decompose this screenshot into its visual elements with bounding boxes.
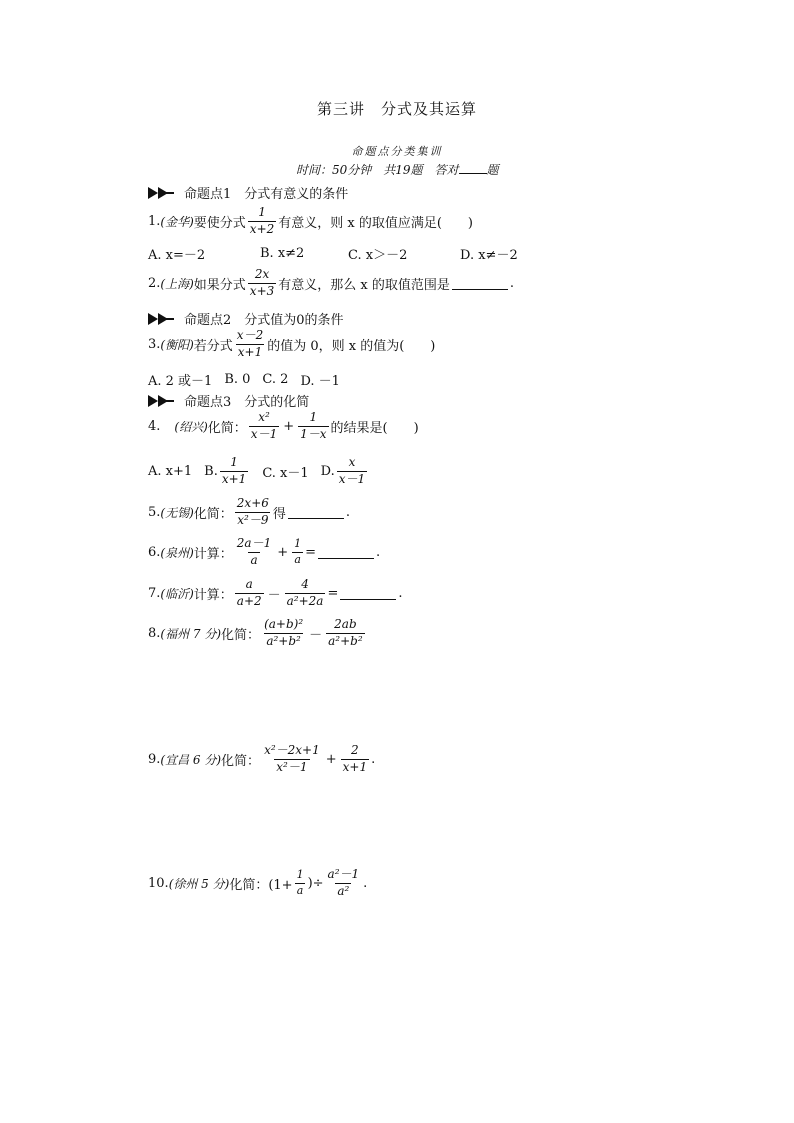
fraction xyxy=(285,578,326,609)
question-4 xyxy=(148,411,419,442)
choice-label: B. xyxy=(204,463,218,479)
section-label: 命题点2 分式值为0的条件 xyxy=(184,313,344,328)
question-number: 4. xyxy=(148,418,161,434)
choice-a[interactable]: A. 2 或－1 xyxy=(148,374,213,389)
operator: + xyxy=(325,751,337,767)
choice-d[interactable]: D. －1 xyxy=(300,374,340,389)
fraction xyxy=(248,206,276,237)
question-source: (宜昌 6 分) xyxy=(160,752,222,767)
fraction-numerator: 2a－1 xyxy=(236,536,272,550)
fraction xyxy=(235,329,265,360)
section-heading-2 xyxy=(148,309,344,328)
operator: + xyxy=(277,544,289,560)
choice-c[interactable]: C. x－1 xyxy=(262,465,309,481)
fraction-numerator: 2ab xyxy=(334,617,357,631)
double-arrow-icon xyxy=(148,395,174,407)
question-7 xyxy=(148,578,403,609)
fraction-denominator: x²－1 xyxy=(276,759,308,774)
fraction-denominator: x+2 xyxy=(249,221,275,236)
meta-text: 时间：50分钟 共19题 答对 xyxy=(296,163,459,177)
question-text: 的值为 0，则 x 的值为( ) xyxy=(267,338,436,354)
page-subtitle: 命题点分类集训 xyxy=(351,145,443,158)
choice-d[interactable] xyxy=(321,456,370,487)
question-number: 7. xyxy=(148,585,161,601)
choice-d[interactable]: D. x≠－2 xyxy=(460,248,518,263)
fraction-denominator: x－1 xyxy=(338,471,366,486)
choices-1 xyxy=(148,244,518,263)
question-number: 1. xyxy=(148,213,161,229)
fraction-denominator: a²+2a xyxy=(286,593,324,608)
question-10 xyxy=(148,868,367,899)
question-source: (衡阳) xyxy=(160,337,194,352)
question-text: 有意义，则 x 的取值应满足( ) xyxy=(278,215,474,231)
choice-b[interactable] xyxy=(204,456,250,487)
fraction xyxy=(262,618,305,649)
choice-b[interactable]: B. x≠2 xyxy=(260,246,305,261)
fraction xyxy=(341,744,369,775)
question-number: 6. xyxy=(148,544,161,560)
question-text: )÷ xyxy=(307,875,324,891)
question-source: (临沂) xyxy=(160,586,194,601)
fraction-denominator: a²+b² xyxy=(266,633,301,648)
fraction-numerator: 4 xyxy=(301,577,309,591)
question-source: (金华) xyxy=(160,214,194,229)
question-8 xyxy=(148,618,367,649)
fraction xyxy=(262,744,322,775)
fraction-numerator: x xyxy=(348,455,356,469)
page-title: 第三讲 分式及其运算 xyxy=(316,100,477,118)
double-arrow-icon xyxy=(148,187,174,199)
choices-4 xyxy=(148,456,369,487)
question-2 xyxy=(148,268,514,299)
fraction-denominator: x+1 xyxy=(237,344,263,359)
question-5 xyxy=(148,497,350,528)
question-number: 5. xyxy=(148,504,161,520)
fraction xyxy=(326,868,362,899)
choice-b[interactable]: B. 0 xyxy=(224,372,251,387)
question-text: 若分式 xyxy=(193,338,233,354)
question-text: 计算： xyxy=(193,587,233,603)
choice-a[interactable]: A. x+1 xyxy=(148,463,193,479)
fraction-denominator: a xyxy=(294,552,301,566)
answer-blank[interactable] xyxy=(340,587,396,600)
fraction-denominator: 1－x xyxy=(300,426,327,441)
fraction-denominator: x+1 xyxy=(221,471,247,486)
question-text: 的结果是( ) xyxy=(330,420,419,436)
fraction-numerator: 1 xyxy=(258,205,266,219)
fraction-numerator: 1 xyxy=(294,537,302,551)
question-text: 计算： xyxy=(193,546,233,562)
choice-a[interactable]: A. x=－2 xyxy=(148,248,206,263)
question-end: . xyxy=(376,544,381,560)
fraction-numerator: x²－2x+1 xyxy=(264,743,320,757)
fraction xyxy=(235,537,273,568)
question-9 xyxy=(148,744,375,775)
answer-blank[interactable] xyxy=(452,277,508,290)
fraction-numerator: 1 xyxy=(296,868,304,882)
fraction xyxy=(295,869,306,897)
fraction-denominator: a² xyxy=(337,883,350,898)
fraction-numerator: a²－1 xyxy=(327,867,360,881)
question-source: (无锡) xyxy=(160,505,194,520)
fraction xyxy=(235,497,271,528)
fraction-numerator: 1 xyxy=(230,455,238,469)
fraction xyxy=(326,618,365,649)
section-heading-1 xyxy=(148,183,348,202)
fraction-numerator: x² xyxy=(258,410,270,424)
fraction xyxy=(248,268,276,299)
question-text: 化简：(1+ xyxy=(229,877,293,893)
question-text: 要使分式 xyxy=(193,215,246,231)
fraction-denominator: a+2 xyxy=(236,593,262,608)
question-end: . xyxy=(371,751,376,767)
choices-3 xyxy=(148,370,340,389)
fraction-denominator: x－1 xyxy=(250,426,278,441)
question-text: 化简： xyxy=(221,627,261,643)
equals-sign: = xyxy=(327,585,339,601)
answer-count-blank[interactable] xyxy=(459,162,487,174)
question-text: 如果分式 xyxy=(193,277,246,293)
question-1 xyxy=(148,206,473,237)
question-source: (泉州) xyxy=(160,545,194,560)
question-number: 10. xyxy=(148,875,169,891)
fraction-denominator: x+1 xyxy=(342,759,368,774)
question-text: 有意义，那么 x 的取值范围是 xyxy=(278,277,450,293)
section-label: 命题点3 分式的化简 xyxy=(184,395,310,410)
meta-line xyxy=(296,161,499,178)
choice-label: D. xyxy=(320,463,335,479)
choice-c[interactable]: C. x＞－2 xyxy=(348,248,408,263)
fraction-numerator: a xyxy=(245,577,253,591)
question-end: . xyxy=(509,275,515,291)
fraction-numerator: 2 xyxy=(351,743,359,757)
question-end: . xyxy=(398,585,403,601)
fraction xyxy=(337,456,367,487)
question-source: (绍兴) xyxy=(174,419,208,434)
question-6 xyxy=(148,537,380,568)
question-source: (福州 7 分) xyxy=(160,626,222,641)
equals-sign: = xyxy=(305,544,317,560)
question-number: 9. xyxy=(148,751,161,767)
question-text: 化简： xyxy=(207,420,247,436)
answer-blank[interactable] xyxy=(318,546,374,559)
fraction-numerator: x－2 xyxy=(236,328,264,342)
operator: － xyxy=(309,627,323,643)
operator: + xyxy=(283,418,295,434)
question-end: . xyxy=(345,504,351,520)
section-label: 命题点1 分式有意义的条件 xyxy=(184,187,349,202)
question-source: (上海) xyxy=(160,276,194,291)
fraction-numerator: (a+b)² xyxy=(264,617,304,631)
fraction-denominator: x²－9 xyxy=(237,512,269,527)
fraction-numerator: 2x xyxy=(254,267,270,281)
question-number: 3. xyxy=(148,336,161,352)
question-number: 2. xyxy=(148,275,161,291)
question-3 xyxy=(148,329,435,360)
fraction-numerator: 2x+6 xyxy=(236,496,269,510)
question-text: 得 xyxy=(272,506,286,522)
fraction-denominator: a xyxy=(250,552,258,567)
double-arrow-icon xyxy=(148,313,174,325)
meta-suffix: 题 xyxy=(486,163,499,177)
question-text: 化简： xyxy=(193,506,233,522)
choice-c[interactable]: C. 2 xyxy=(262,372,289,387)
fraction-denominator: x+3 xyxy=(249,283,275,298)
fraction xyxy=(292,538,303,566)
fraction xyxy=(220,456,248,487)
fraction xyxy=(298,411,328,442)
fraction-numerator: 1 xyxy=(309,410,318,424)
answer-blank[interactable] xyxy=(288,506,344,519)
fraction xyxy=(249,411,279,442)
operator: － xyxy=(267,587,281,603)
section-heading-3 xyxy=(148,391,309,410)
question-text: 化简： xyxy=(221,753,261,769)
question-end: . xyxy=(363,875,368,891)
fraction-denominator: a²+b² xyxy=(328,633,363,648)
question-source: (徐州 5 分) xyxy=(168,876,230,891)
question-number: 8. xyxy=(148,625,161,641)
fraction xyxy=(235,578,264,609)
fraction-denominator: a xyxy=(296,883,304,897)
